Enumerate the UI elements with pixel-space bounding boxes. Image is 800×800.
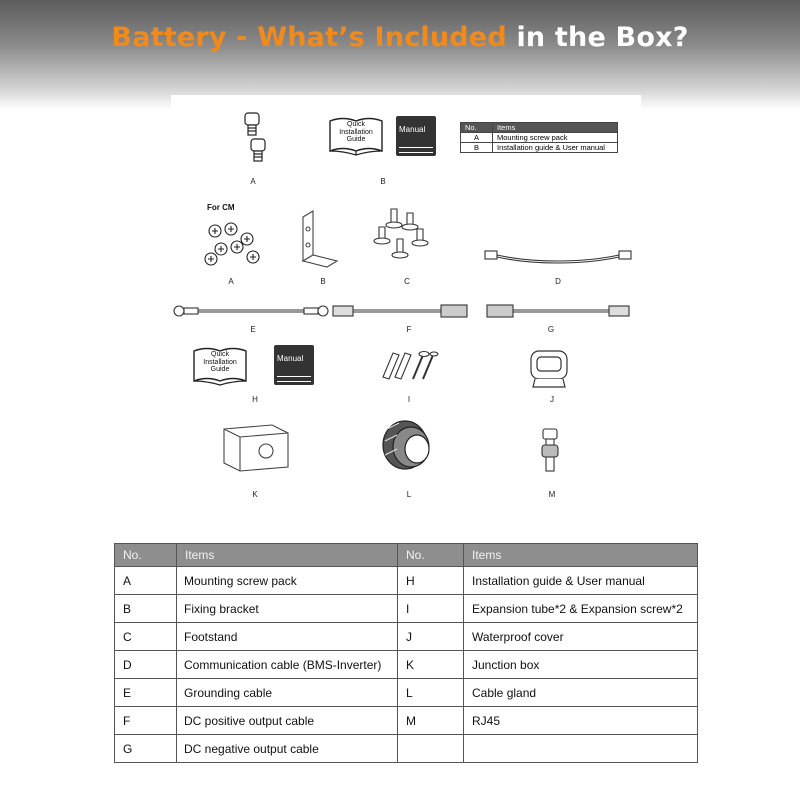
table-cell: RJ45 — [464, 707, 698, 735]
table-cell: Junction box — [464, 651, 698, 679]
table-cell: Grounding cable — [177, 679, 398, 707]
table-row — [115, 623, 698, 651]
label-g: G — [547, 325, 555, 334]
table-cell: DC negative output cable — [177, 735, 398, 763]
table-cell: K — [398, 651, 464, 679]
table-cell: M — [398, 707, 464, 735]
mini-cell: Installation guide & User manual — [493, 143, 618, 153]
table-cell: Communication cable (BMS-Inverter) — [177, 651, 398, 679]
label-b: B — [380, 177, 386, 186]
label-d: D — [555, 277, 561, 286]
table-row — [115, 679, 698, 707]
mini-header-items: Items — [493, 123, 618, 133]
table-cell: H — [398, 567, 464, 595]
table-cell: Mounting screw pack — [177, 567, 398, 595]
grounding-cable-illustration — [171, 303, 331, 319]
label-h: H — [252, 395, 258, 404]
screw-pack-cm-illustration — [201, 217, 263, 273]
table-row — [115, 735, 698, 763]
mini-item-table — [460, 122, 618, 153]
footstand-illustration — [371, 205, 433, 267]
title-rest: in the Box? — [506, 22, 689, 53]
manual-text: Manual — [399, 125, 426, 134]
table-cell: Installation guide & User manual — [464, 567, 698, 595]
table-cell: G — [115, 735, 177, 763]
header-items: Items — [177, 544, 398, 567]
included-items-table — [114, 543, 698, 763]
table-cell: B — [115, 595, 177, 623]
mini-cell: A — [461, 133, 493, 143]
table-row — [115, 567, 698, 595]
label-b-bracket: B — [320, 277, 326, 286]
table-cell — [398, 735, 464, 763]
dc-negative-cable-illustration — [483, 301, 633, 321]
quick-guide-line2: Installation — [203, 358, 237, 366]
table-cell: Cable gland — [464, 679, 698, 707]
table-cell: I — [398, 595, 464, 623]
communication-cable-illustration — [483, 247, 633, 265]
quick-guide-line3: Guide — [346, 136, 366, 143]
header-no-2: No. — [398, 544, 464, 567]
table-cell: E — [115, 679, 177, 707]
table-row — [115, 651, 698, 679]
label-e: E — [250, 325, 256, 334]
table-cell: C — [115, 623, 177, 651]
for-cm-label: For CM — [207, 203, 235, 212]
label-j: J — [550, 395, 554, 404]
junction-box-illustration — [216, 415, 296, 475]
table-header-row — [115, 544, 698, 567]
table-cell: Footstand — [177, 623, 398, 651]
label-k: K — [252, 490, 258, 499]
manual-book-icon-h — [274, 345, 314, 385]
table-cell: DC positive output cable — [177, 707, 398, 735]
table-cell: L — [398, 679, 464, 707]
mini-cell: Mounting screw pack — [493, 133, 618, 143]
label-a: A — [250, 177, 256, 186]
quick-guide-line2: Installation — [339, 128, 373, 136]
table-cell — [464, 735, 698, 763]
header-items-2: Items — [464, 544, 698, 567]
label-a-cm: A — [228, 277, 234, 286]
title-highlight: Battery - What’s Included — [111, 22, 507, 53]
components-diagram — [171, 95, 641, 505]
table-row — [115, 595, 698, 623]
label-l: L — [406, 490, 412, 499]
table-cell: Expansion tube*2 & Expansion screw*2 — [464, 595, 698, 623]
waterproof-cover-illustration — [525, 347, 575, 389]
expansion-screws-illustration — [379, 347, 439, 383]
quick-guide-text — [333, 121, 379, 144]
manual-text: Manual — [277, 354, 304, 363]
table-cell: A — [115, 567, 177, 595]
label-c: C — [404, 277, 410, 286]
label-i: I — [407, 395, 411, 404]
dc-positive-cable-illustration — [331, 301, 481, 321]
fixing-bracket-illustration — [297, 209, 341, 269]
quick-guide-line1: Quick — [347, 121, 365, 128]
quick-guide-line1: Quick — [211, 351, 229, 358]
manual-book-icon — [396, 116, 436, 156]
page-title — [0, 22, 800, 53]
table-row — [115, 707, 698, 735]
header-no: No. — [115, 544, 177, 567]
table-cell: Fixing bracket — [177, 595, 398, 623]
mini-header-no: No. — [461, 123, 493, 133]
rj45-illustration — [537, 427, 565, 475]
quick-guide-line3: Guide — [210, 366, 230, 373]
label-f: F — [406, 325, 412, 334]
table-cell: D — [115, 651, 177, 679]
mini-cell: B — [461, 143, 493, 153]
cable-gland-illustration — [377, 415, 443, 481]
table-cell: Waterproof cover — [464, 623, 698, 651]
table-cell: J — [398, 623, 464, 651]
table-cell: F — [115, 707, 177, 735]
label-m: M — [548, 490, 556, 499]
screw-pack-a-illustration — [233, 109, 273, 169]
quick-guide-text-h — [197, 351, 243, 374]
